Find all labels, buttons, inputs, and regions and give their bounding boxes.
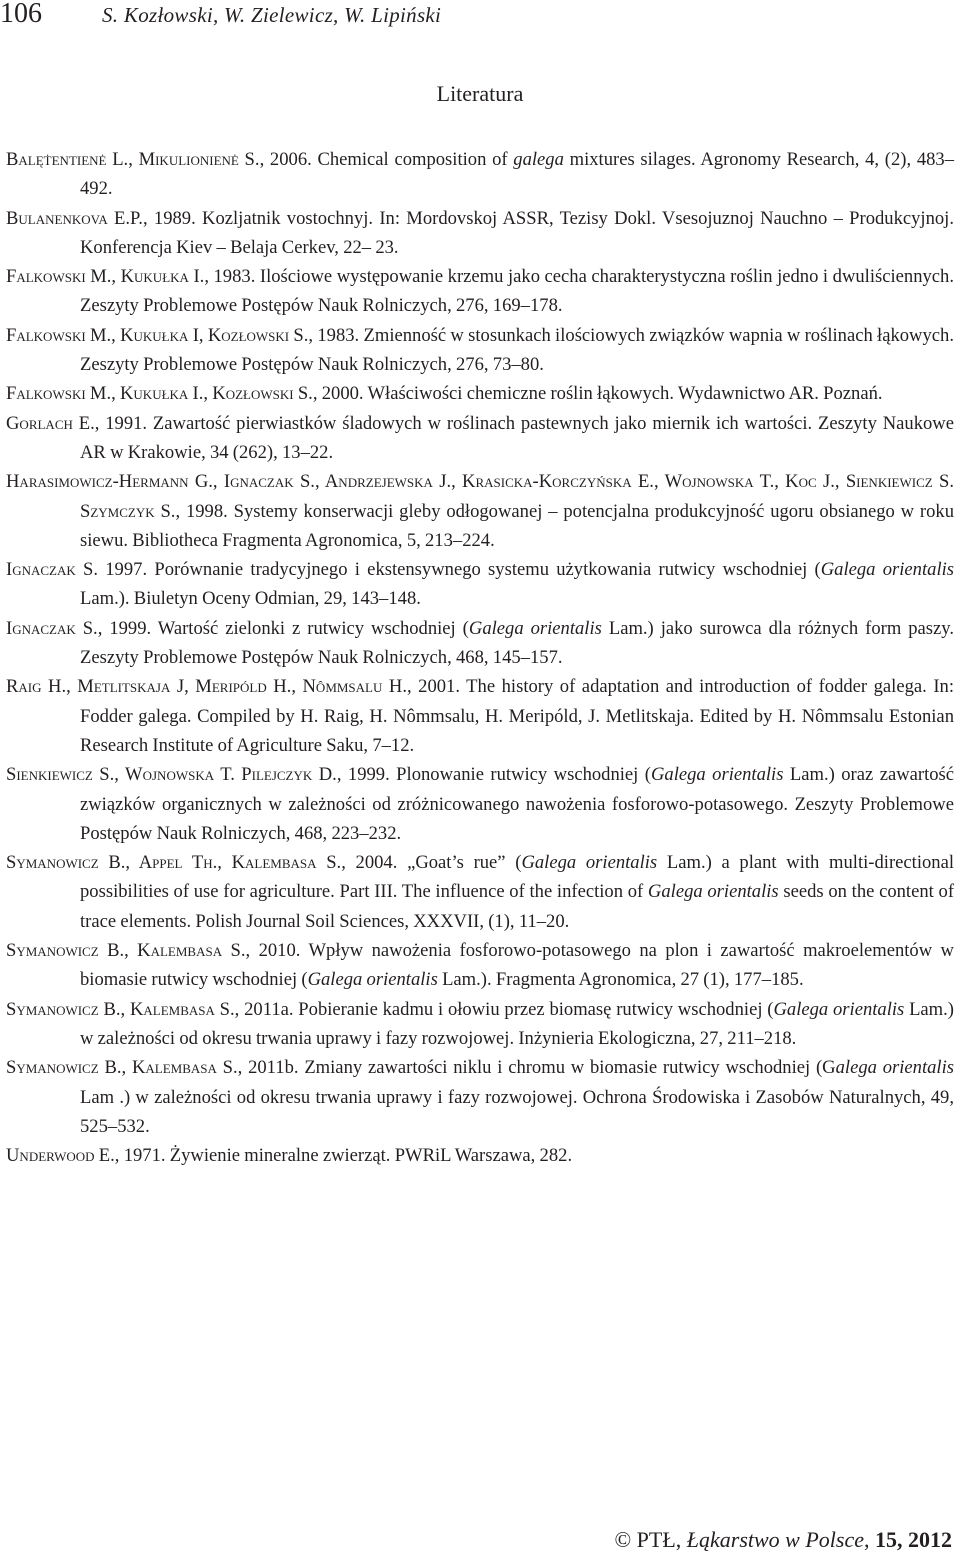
footer-journal: Łąkarstwo w Polsce (686, 1527, 864, 1552)
footer-copyright: © PTŁ, (614, 1527, 687, 1552)
reference-entry: Falkowski M., Kukułka I., 1983. Ilościowe występowanie krzemu jako cecha charakterystyczna roślin jedno i dwuliściennych. Zeszyty Problemowe Postępów Nauk Rolniczych, 276, 169–178. (6, 266, 954, 317)
reference-entry: Balęṫentienė L., Mikulionienė S., 2006. Chemical composition of galega mixtures silages. Agronomy Research, 4, (2), 483–492. (6, 149, 955, 200)
footer-volume-year: 15, 2012 (875, 1527, 952, 1552)
reference-entry: Symanowicz B., Appel Th., Kalembasa S., 2004. „Goat’s rue” (Galega orientalis Lam.) a plant with multi-directional possibilities of use for agriculture. Part III. The influence of the infection of Galega orientalis seeds on the content of trace elements. Polish Journal Soil Sciences, XXXVII, (1), 11–20. (6, 852, 955, 932)
reference-entry: Symanowicz B., Kalembasa S., 2011b. Zmiany zawartości niklu i chromu w biomasie rutwicy wschodniej (Galega orientalis Lam .) w zależności od okresu trwania uprawy i fazy rozwojowej. Ochrona Środowiska i Zasobów Naturalnych, 49, 525–532. (6, 1057, 954, 1137)
page-header (0, 0, 960, 36)
reference-entry: Raig H., Metlitskaja J, Meripóld H., Nômmsalu H., 2001. The history of adaptation and introduction of fodder galega. In: Fodder galega. Compiled by H. Raig, H. Nômmsalu, H. Meripóld, J. Metlitskaja. Edited by H. Nômmsalu Estonian Research Institute of Agriculture Saku, 7–12. (6, 676, 954, 756)
section-title: Literatura (436, 81, 524, 106)
reference-entry: Ignaczak S. 1997. Porównanie tradycyjnego i ekstensywnego systemu użytkowania rutwicy wschodniej (Galega orientalis Lam.). Biuletyn Oceny Odmian, 29, 143–148. (6, 559, 955, 610)
reference-entry: Gorlach E., 1991. Zawartość pierwiastków śladowych w roślinach pastewnych jako miernik ich wartości. Zeszyty Naukowe AR w Krakowie, 34 (262), 13–22. (6, 412, 954, 463)
reference-entry: Ignaczak S., 1999. Wartość zielonki z rutwicy wschodniej (Galega orientalis Lam.) jako surowca dla różnych form paszy. Zeszyty Problemowe Postępów Nauk Rolniczych, 468, 145–157. (6, 617, 955, 669)
reference-entry: Falkowski M., Kukułka I., Kozłowski S., 2000. Właściwości chemiczne roślin łąkowych. Wydawnictwo AR. Poznań. (6, 383, 883, 405)
reference-list (6, 145, 954, 1170)
page-footer (614, 1525, 952, 1555)
reference-entry: Symanowicz B., Kalembasa S., 2010. Wpływ nawożenia fosforowo-potasowego na plon i zawartość makroelementów w biomasie rutwicy wschodniej (Galega orientalis Lam.). Fragmenta Agronomica, 27 (1), 177–185. (6, 940, 954, 991)
footer-separator: , (864, 1527, 875, 1552)
reference-entry: Falkowski M., Kukułka I, Kozłowski S., 1983. Zmienność w stosunkach ilościowych związków wapnia w roślinach łąkowych. Zeszyty Problemowe Postępów Nauk Rolniczych, 276, 73–80. (6, 324, 954, 376)
reference-entry: Bulanenkova E.P., 1989. Kozljatnik vostochnyj. In: Mordovskoj ASSR, Tezisy Dokl. Vsesojuznoj Nauchno – Produkcyjnoj. Konferencja Kiev – Belaja Cerkev, 22– 23. (6, 207, 955, 258)
reference-entry: Sienkiewicz S., Wojnowska T. Pilejczyk D., 1999. Plonowanie rutwicy wschodniej (Galega orientalis Lam.) oraz zawartość związków organicznych w zależności od zróżnicowanego nawożenia fosforowo-potasowego. Zeszyty Problemowe Postępów Nauk Rolniczych, 468, 223–232. (6, 764, 955, 844)
reference-entry: Harasimowicz-Hermann G., Ignaczak S., Andrzejewska J., Krasicka-Korczyńska E., Wojnowska T., Koc J., Sienkiewicz S. Szymczyk S., 1998. Systemy konserwacji gleby odłogowanej – potencjalna produkcyjność ugoru obsianego w roku siewu. Bibliotheca Fragmenta Agronomica, 5, 213–224. (6, 471, 954, 551)
running-head-authors: S. Kozłowski, W. Zielewicz, W. Lipiński (102, 3, 442, 27)
reference-entry: Symanowicz B., Kalembasa S., 2011a. Pobieranie kadmu i ołowiu przez biomasę rutwicy wschodniej (Galega orientalis Lam.) w zależności od okresu trwania uprawy i fazy rozwojowej. Inżynieria Ekologiczna, 27, 211–218. (6, 998, 954, 1049)
reference-entry: Underwood E., 1971. Żywienie mineralne zwierząt. PWRiL Warszawa, 282. (6, 1145, 573, 1167)
page-number: 106 (0, 0, 42, 29)
